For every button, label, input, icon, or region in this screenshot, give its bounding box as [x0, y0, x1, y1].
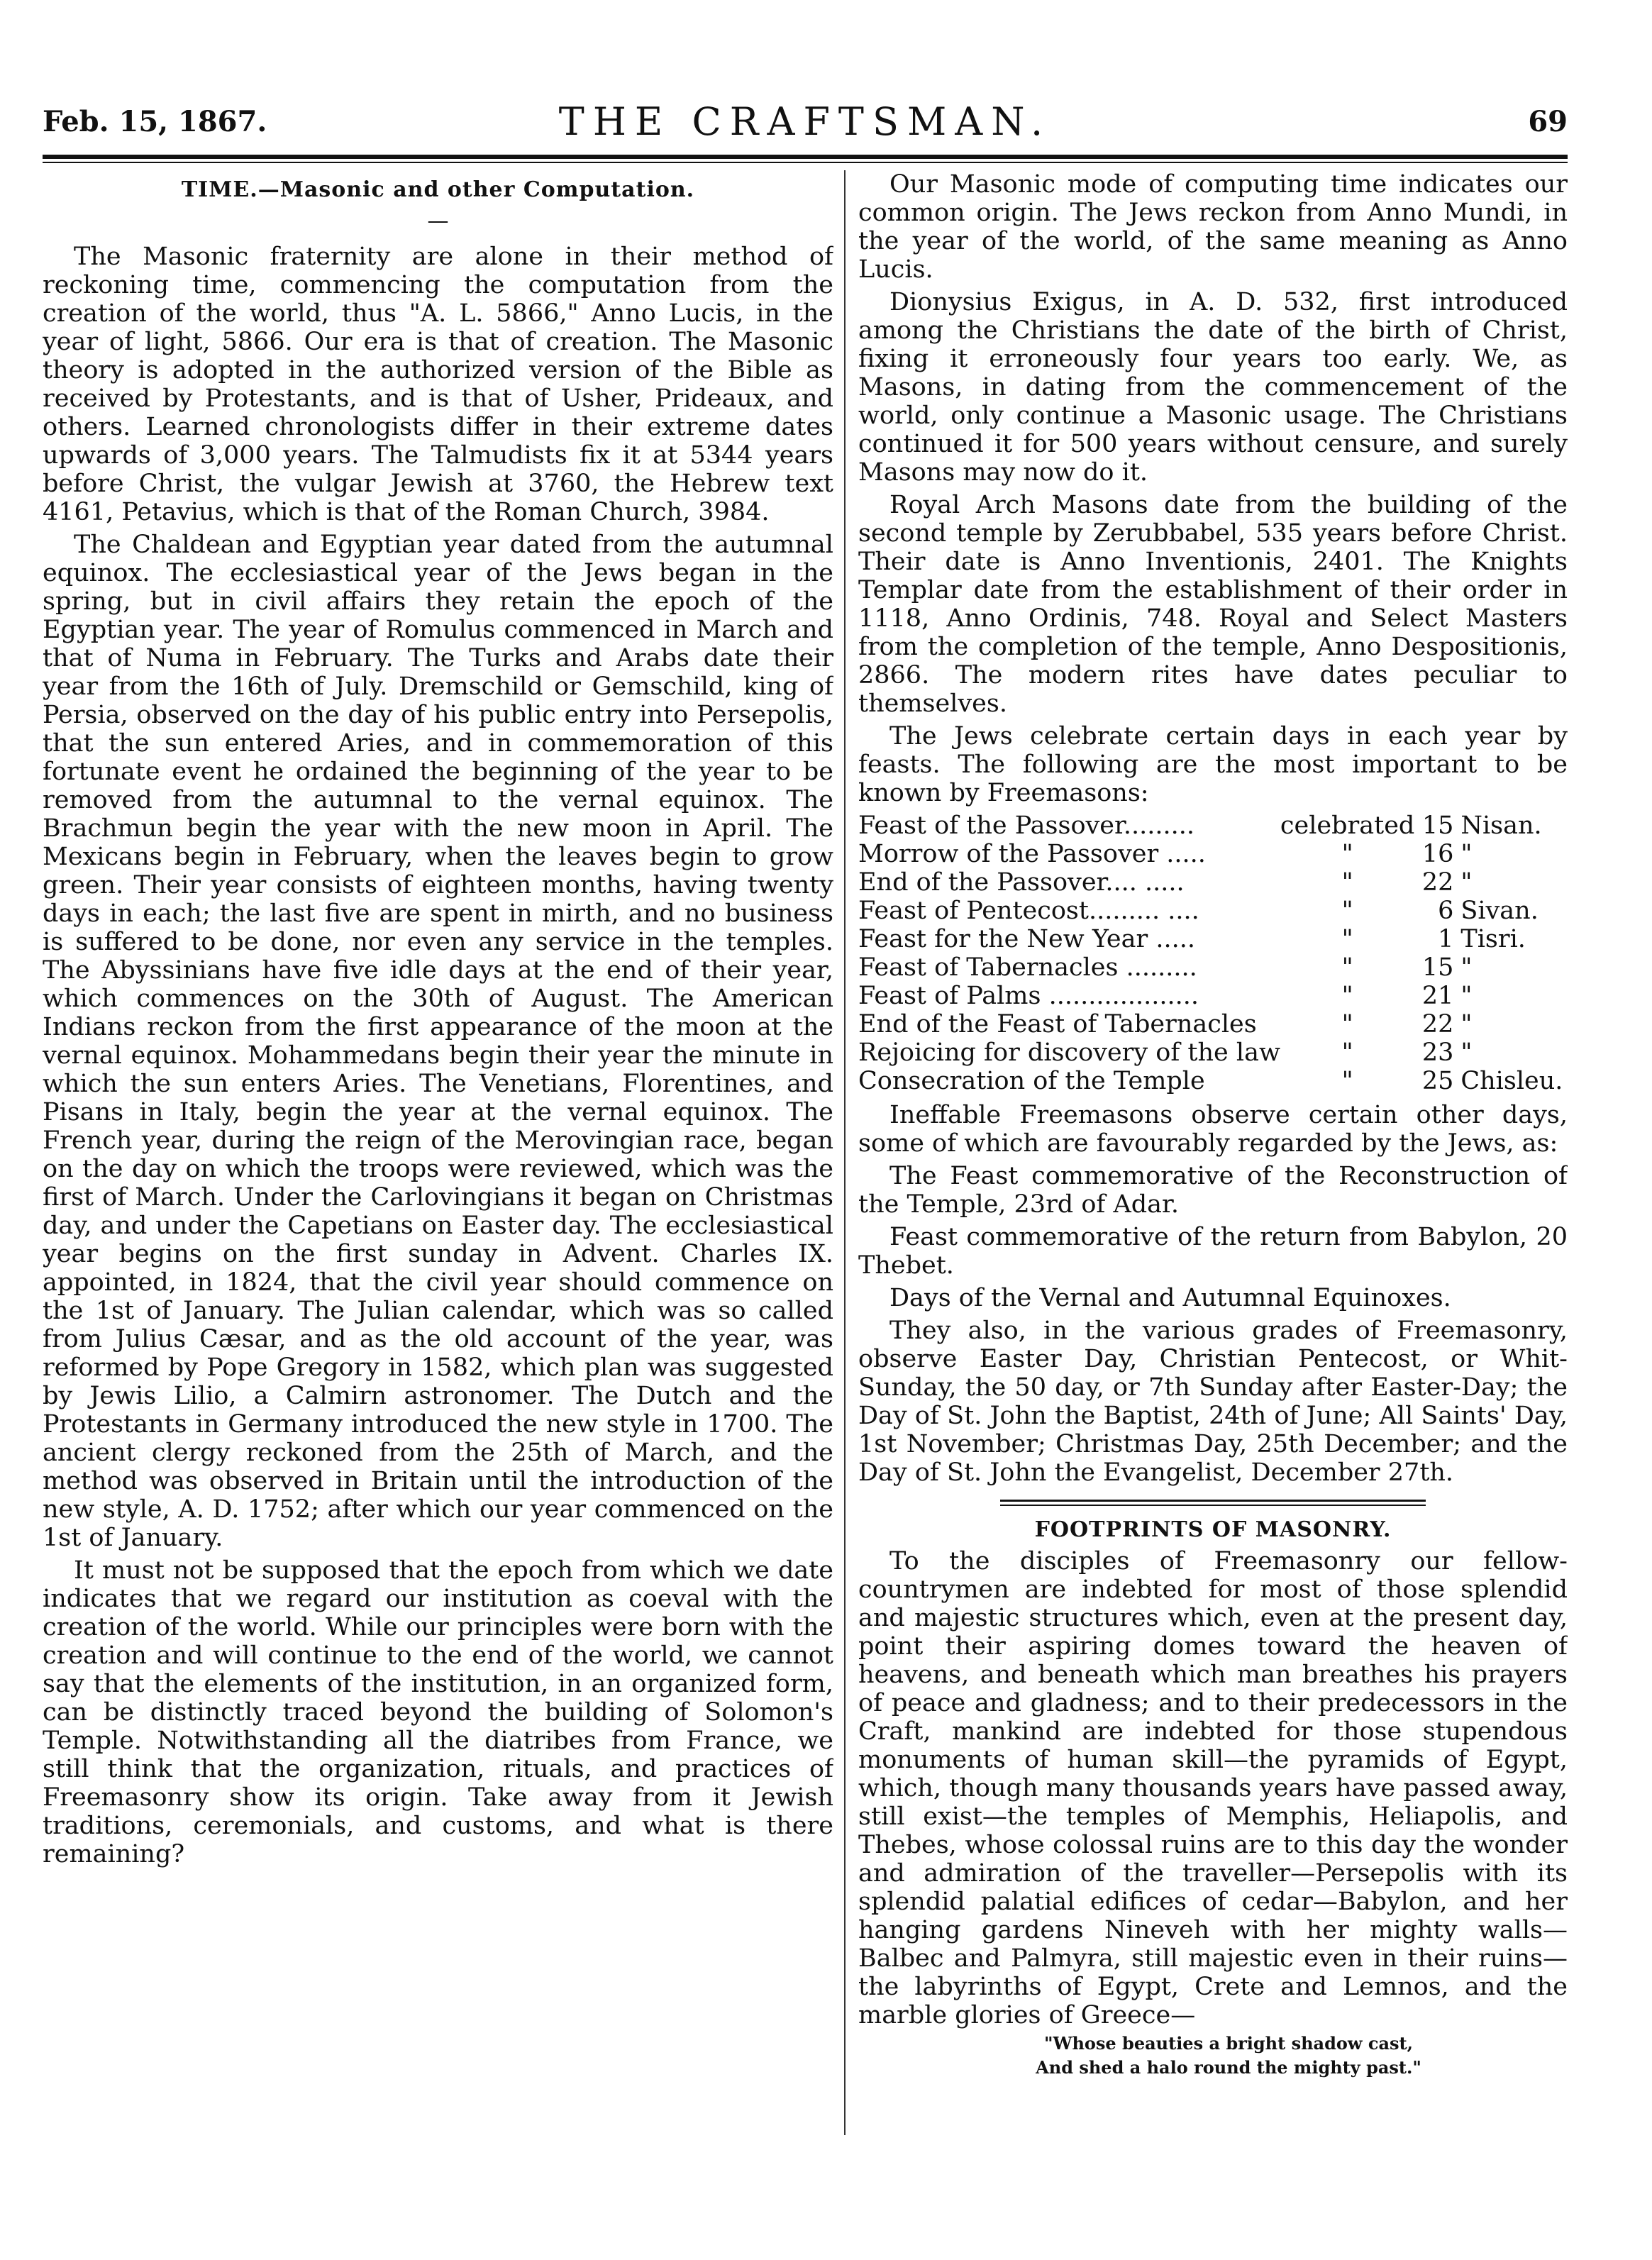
page-header — [43, 99, 1568, 149]
table-row: Feast of Palms ................... " 21 " — [858, 982, 1473, 1010]
couplet-line: And shed a halo round the mighty past." — [1036, 2057, 1421, 2078]
left-column — [43, 170, 833, 2156]
table-row: Consecration of the Temple " 25 Chisleu. — [858, 1067, 1563, 1095]
table-row: End of the Feast of Tabernacles " 22 " — [858, 1010, 1473, 1038]
paragraph: Feast commemorative of the return from Babylon, 20 Thebet. — [858, 1223, 1568, 1280]
paragraph: Our Masonic mode of computing time indicates our common origin. The Jews reckon from Anno Mundi, in the year of the world, of the same meaning as Anno Lucis. — [858, 170, 1568, 284]
issue-date: Feb. 15, 1867. — [43, 105, 267, 138]
paragraph: The Masonic fraternity are alone in their method of reckoning time, commencing the computation from the creation of the world, thus "A. L. 5866," Anno Lucis, in the year of light, 5866. Our era is that of creation. The Masonic theory is adopted in the authorized version of the Bible as received by Protestants, and is that of Usher, Prideaux, and others. Learned chronologists differ in their extreme dates upwards of 3,000 years. The Talmudists fix it at 5344 years before Christ, the vulgar Jewish at 3760, the Hebrew text 4161, Petavius, which is that of the Roman Church, 3984. — [43, 243, 833, 526]
paragraph: The Chaldean and Egyptian year dated from the autumnal equinox. The ecclesiastical year of the Jews began in the spring, but in civil affairs they retain the epoch of the Egyptian year. The year of Romulus commenced in March and that of Numa in February. The Turks and Arabs date their year from the 16th of July. Dremschild or Gemschild, king of Persia, observed on the day of his public entry into Persepolis, that the sun entered Aries, and in commemoration of this fortunate event he ordained the beginning of the year to be removed from the autumnal to the vernal equinox. The Brachmun begin the year with the new moon in April. The Mexicans begin in February, when the leaves begin to grow green. Their year consists of eighteen months, having twenty days in each; the last five are spent in mirth, and no business is suffered to be done, nor even any service in the temples. The Abyssinians have five idle days at the end of their year, which commences on the 30th of August. The American Indians reckon from the first appearance of the moon at the vernal equinox. Mohammedans begin their year the minute in which the sun enters Aries. The Venetians, Florentines, and Pisans in Italy, begin the year at the vernal equinox. The French year, during the reign of the Merovingian race, began on the day on which the troops were reviewed, which was the first of March. Under the Carlovingians it began on Christmas day, and under the Capetians on Easter day. The ecclesiastical year begins on the first sunday in Advent. Charles IX. appointed, in 1824, that the civil year should commence on the 1st of January. The Julian calendar, which was so called from Julius Cæsar, and as the old account of the year, was reformed by Pope Gregory in 1582, which plan was suggested by Jewis Lilio, a Calmirn astronomer. The Dutch and the Protestants in Germany introduced the new style in 1700. The ancient clergy reckoned from the 25th of March, and the method was observed in Britain until the introduction of the new style, A. D. 1752; after which our year commenced on the 1st of January. — [43, 531, 833, 1552]
paragraph: The Jews celebrate certain days in each year by feasts. The following are the most important to be known by Freemasons: — [858, 722, 1568, 807]
table-row: Feast for the New Year ..... " 1 Tisri. — [858, 925, 1526, 953]
paragraph: It must not be supposed that the epoch from which we date indicates that we regard our institution as coeval with the creation of the world. While our principles were born with the creation and will continue to the end of the world, we cannot say that the elements of the institution, in an organized form, can be distinctly traced beyond the building of Solomon's Temple. Notwithstanding all the diatribes from France, we still think that the organization, rituals, and practices of Freemasonry show its origin. Take away from it Jewish traditions, ceremonials, and customs, and what is there remaining? — [43, 1556, 833, 1868]
header-rule-thick — [43, 155, 1568, 159]
paragraph: They also, in the various grades of Freemasonry, observe Easter Day, Christian Pentecost, or Whit-Sunday, the 50 day, or 7th Sunday after Easter-Day; the Day of St. John the Baptist, 24th of June; All Saints' Day, 1st November; Christmas Day, 25th December; and the Day of St. John the Evangelist, December 27th. — [858, 1317, 1568, 1487]
paragraph: The Feast commemorative of the Reconstruction of the Temple, 23rd of Adar. — [858, 1162, 1568, 1219]
table-row: Rejoicing for discovery of the law " 23 " — [858, 1038, 1473, 1067]
paragraph: To the disciples of Freemasonry our fellow-countrymen are indebted for most of those splendid and majestic structures which, even at the present day, point their aspiring domes toward the heaven of heavens, and beneath which man breathes his prayers of peace and gladness; and to their predecessors in the Craft, mankind are indebted for those stupendous monuments of human skill—the pyramids of Egypt, which, though many thousands years have passed away, still exist—the temples of Memphis, Heliapolis, and Thebes, whose colossal ruins are to this day the wonder and admiration of the traveller—Persepolis with its splendid palatial edifices of cedar—Babylon, and her hanging gardens Nineveh with her mighty walls—Balbec and Palmyra, still majestic even in their ruins—the labyrinths of Egypt, Crete and Lemnos, and the marble glories of Greece— — [858, 1547, 1568, 2029]
table-row: Feast of Tabernacles ......... " 15 " — [858, 953, 1473, 982]
couplet-line: "Whose beauties a bright shadow cast, — [1044, 2033, 1413, 2054]
journal-title: THE CRAFTSMAN. — [558, 99, 1052, 144]
table-row: End of the Passover.... ..... " 22 " — [858, 868, 1473, 897]
table-row: Feast of Pentecost......... .... " 6 Sivan. — [858, 897, 1539, 925]
section-rule — [1000, 1500, 1426, 1502]
right-column — [858, 170, 1568, 2156]
paragraph: Days of the Vernal and Autumnal Equinoxes. — [889, 1284, 1451, 1312]
feast-table — [858, 812, 1568, 1095]
paragraph: Dionysius Exigus, in A. D. 532, first introduced among the Christians the date of the birth of Christ, fixing it erroneously four years too early. We, as Masons, in dating from the commencement of the world, only continue a Masonic usage. The Christians continued it for 500 years without censure, and surely Masons may now do it. — [858, 288, 1568, 487]
title-dash: — — [427, 209, 449, 233]
section-rule — [1000, 1505, 1426, 1506]
paragraph: Ineffable Freemasons observe certain other days, some of which are favourably regarded by the Jews, as: — [858, 1101, 1568, 1158]
section-title-time: TIME.—Masonic and other Computation. — [181, 177, 695, 202]
paragraph: Royal Arch Masons date from the building of the second temple by Zerubbabel, 535 years before Christ. Their date is Anno Inventionis, 2401. The Knights Templar date from the establishment of their order in 1118, Anno Ordinis, 748. Royal and Select Masters from the completion of the temple, Anno Despositionis, 2866. The modern rites have dates peculiar to themselves. — [858, 491, 1568, 718]
table-row: Morrow of the Passover ..... " 16 " — [858, 840, 1473, 868]
table-row: Feast of the Passover......... celebrated 15 Nisan. — [858, 812, 1542, 840]
column-divider — [844, 170, 846, 2135]
section-title-footprints: FOOTPRINTS OF MASONRY. — [1034, 1517, 1392, 1542]
header-rule-thin — [43, 162, 1568, 163]
page-number: 69 — [1528, 105, 1568, 138]
